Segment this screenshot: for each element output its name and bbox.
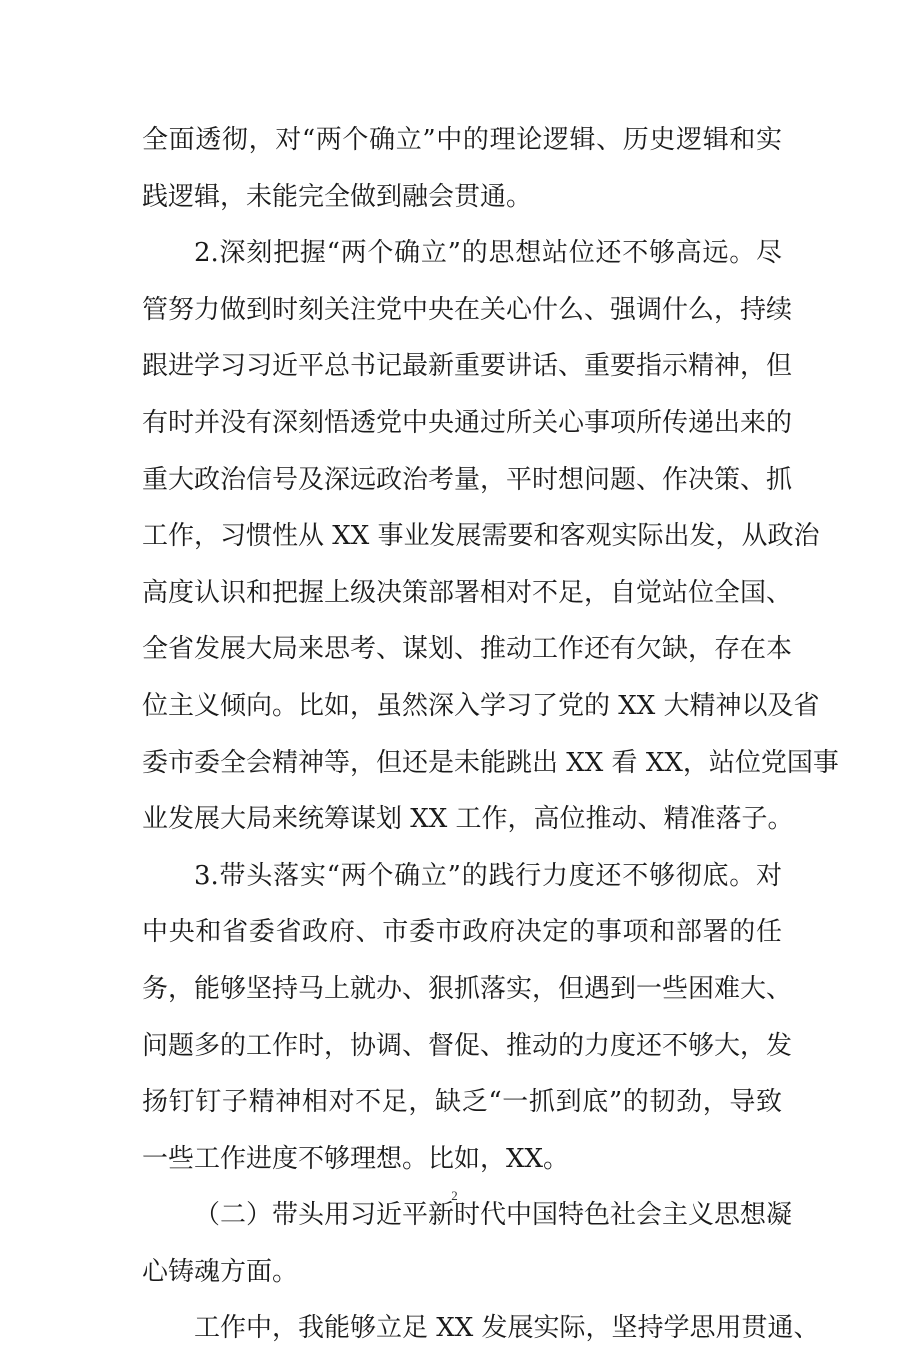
page-number: 2 (451, 1188, 458, 1203)
text-line: 3.带头落实“两个确立”的践行力度还不够彻底。对 (194, 860, 782, 891)
text-line: 2.深刻把握“两个确立”的思想站位还不够高远。尽 (194, 238, 782, 269)
text-line: 一些工作进度不够理想。比如，XX。 (142, 1143, 570, 1174)
text-line: 高度认识和把握上级决策部署相对不足，自觉站位全国、 (142, 577, 793, 608)
text-line: 全面透彻，对“两个确立”中的理论逻辑、历史逻辑和实 (142, 125, 782, 155)
text-line: 心铸魂方面。 (142, 1256, 299, 1287)
text-line: 全省发展大局来思考、谋划、推动工作还有欠缺，存在本 (142, 634, 793, 665)
text-line: 有时并没有深刻悟透党中央通过所关心事项所传递出来的 (142, 407, 793, 438)
text-line: 委市委全会精神等，但还是未能跳出 XX 看 XX，站位党国事 (142, 747, 839, 778)
text-line: 问题多的工作时，协调、督促、推动的力度还不够大，发 (142, 1030, 793, 1061)
text-line: 工作，习惯性从 XX 事业发展需要和客观实际出发，从政治 (142, 521, 820, 552)
text-line: 位主义倾向。比如，虽然深入学习了党的 XX 大精神以及省 (142, 690, 820, 721)
text-line: 中央和省委省政府、市委市政府决定的事项和部署的任 (142, 917, 782, 948)
text-line: 扬钉钉子精神相对不足，缺乏“一抓到底”的韧劲，导致 (142, 1087, 782, 1118)
text-line: 践逻辑，未能完全做到融会贯通。 (142, 181, 533, 212)
text-line: 务，能够坚持马上就办、狠抓落实，但遇到一些困难大、 (142, 973, 793, 1004)
text-line: （二）带头用习近平新时代中国特色社会主义思想凝 (194, 1200, 793, 1231)
text-line: 工作中，我能够立足 XX 发展实际，坚持学思用贯通、 (194, 1313, 820, 1344)
body-text (142, 112, 839, 1357)
text-line: 跟进学习习近平总书记最新重要讲话、重要指示精神，但 (142, 351, 793, 382)
text-line: 业发展大局来统筹谋划 XX 工作，高位推动、精准落子。 (142, 804, 794, 835)
text-line: 管努力做到时刻关注党中央在关心什么、强调什么，持续 (142, 294, 793, 325)
text-line: 重大政治信号及深远政治考量，平时想问题、作决策、抓 (142, 464, 793, 495)
